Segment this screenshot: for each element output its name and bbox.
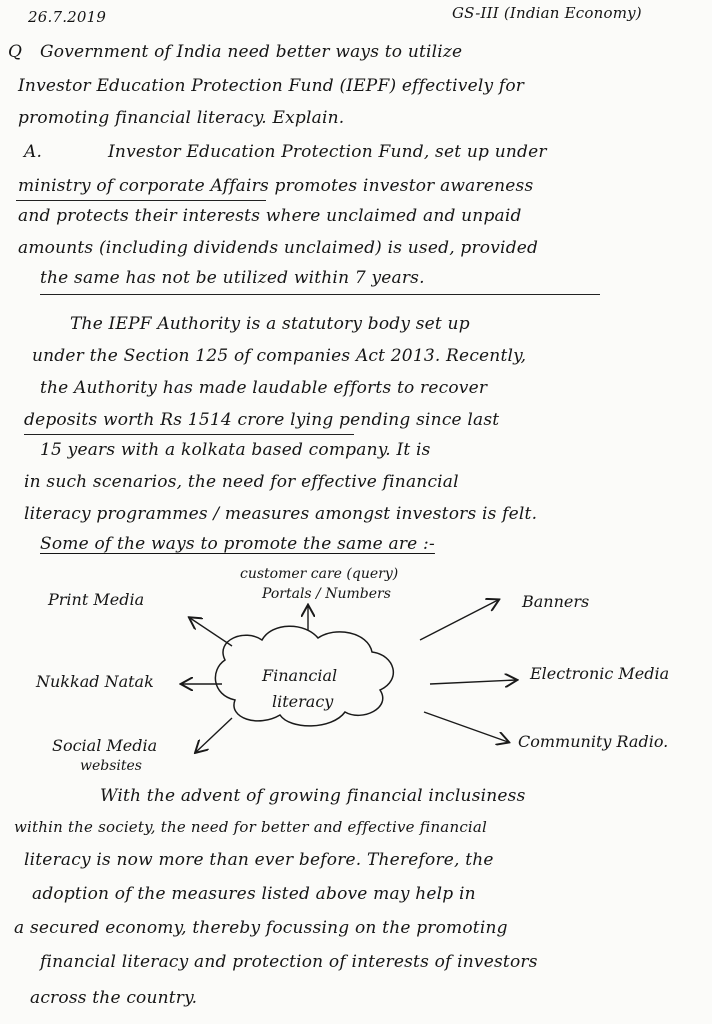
arrow-electronic-media	[430, 680, 516, 684]
answer-p1-line-2: ministry of corporate Affairs promotes investor awareness	[18, 176, 534, 196]
answer-p1-line-5: the same has not be utilized within 7 years.	[40, 268, 425, 288]
answer-p1-line-3: and protects their interests where unclaimed and unpaid	[18, 206, 522, 226]
answer-p2-line-1: The IEPF Authority is a statutory body set up	[70, 314, 470, 334]
answer-marker: A.	[24, 142, 43, 162]
question-marker: Q	[8, 42, 23, 62]
node-print-media: Print Media	[48, 590, 145, 609]
answer-p2-line-7: literacy programmes / measures amongst investors is felt.	[24, 504, 538, 524]
node-banners: Banners	[522, 592, 590, 611]
answer-p1-line-4: amounts (including dividends unclaimed) is used, provided	[18, 238, 539, 258]
node-nukkad-natak: Nukkad Natak	[36, 672, 154, 691]
question-line-1: Government of India need better ways to utilize	[40, 42, 463, 62]
answer-p3-line-5: a secured economy, thereby focussing on the promoting	[14, 918, 508, 938]
answer-p2-line-2: under the Section 125 of companies Act 2013. Recently,	[32, 346, 527, 366]
answer-p2-line-8: Some of the ways to promote the same are :-	[40, 534, 435, 554]
date: 26.7.2019	[28, 8, 107, 26]
node-customer-care-1: customer care (query)	[240, 566, 399, 582]
node-electronic-media: Electronic Media	[530, 664, 670, 683]
underline-2	[40, 294, 600, 295]
answer-p3-line-2: within the society, the need for better and effective financial	[14, 818, 488, 836]
answer-p2-line-3: the Authority has made laudable efforts to recover	[40, 378, 488, 398]
node-social-media-1: Social Media	[52, 736, 158, 755]
center-label-2: literacy	[272, 692, 334, 711]
answer-p1-line-1: Investor Education Protection Fund, set up under	[108, 142, 547, 162]
answer-p3-line-1: With the advent of growing financial inclusiness	[100, 786, 526, 806]
center-label-1: Financial	[262, 666, 338, 685]
node-social-media-2: websites	[80, 758, 142, 774]
underline-3	[24, 434, 354, 435]
answer-p3-line-6: financial literacy and protection of interests of investors	[40, 952, 538, 972]
arrow-community-radio	[424, 712, 508, 742]
subject-label: GS-III (Indian Economy)	[452, 4, 642, 22]
answer-p3-line-7: across the country.	[30, 988, 198, 1008]
answer-p2-line-6: in such scenarios, the need for effective financial	[24, 472, 459, 492]
node-customer-care-2: Portals / Numbers	[262, 586, 391, 602]
arrow-social-media	[196, 718, 232, 752]
underline-1	[16, 200, 266, 201]
arrow-print-media	[190, 618, 232, 646]
arrow-banners	[420, 600, 498, 640]
answer-p3-line-4: adoption of the measures listed above may help in	[32, 884, 476, 904]
answer-p3-line-3: literacy is now more than ever before. Therefore, the	[24, 850, 494, 870]
node-community-radio: Community Radio.	[518, 732, 669, 751]
question-line-2: Investor Education Protection Fund (IEPF) effectively for	[18, 76, 525, 96]
question-line-3: promoting financial literacy. Explain.	[18, 108, 345, 128]
answer-p2-line-5: 15 years with a kolkata based company. It is	[40, 440, 431, 460]
answer-p2-line-4: deposits worth Rs 1514 crore lying pending since last	[24, 410, 500, 430]
